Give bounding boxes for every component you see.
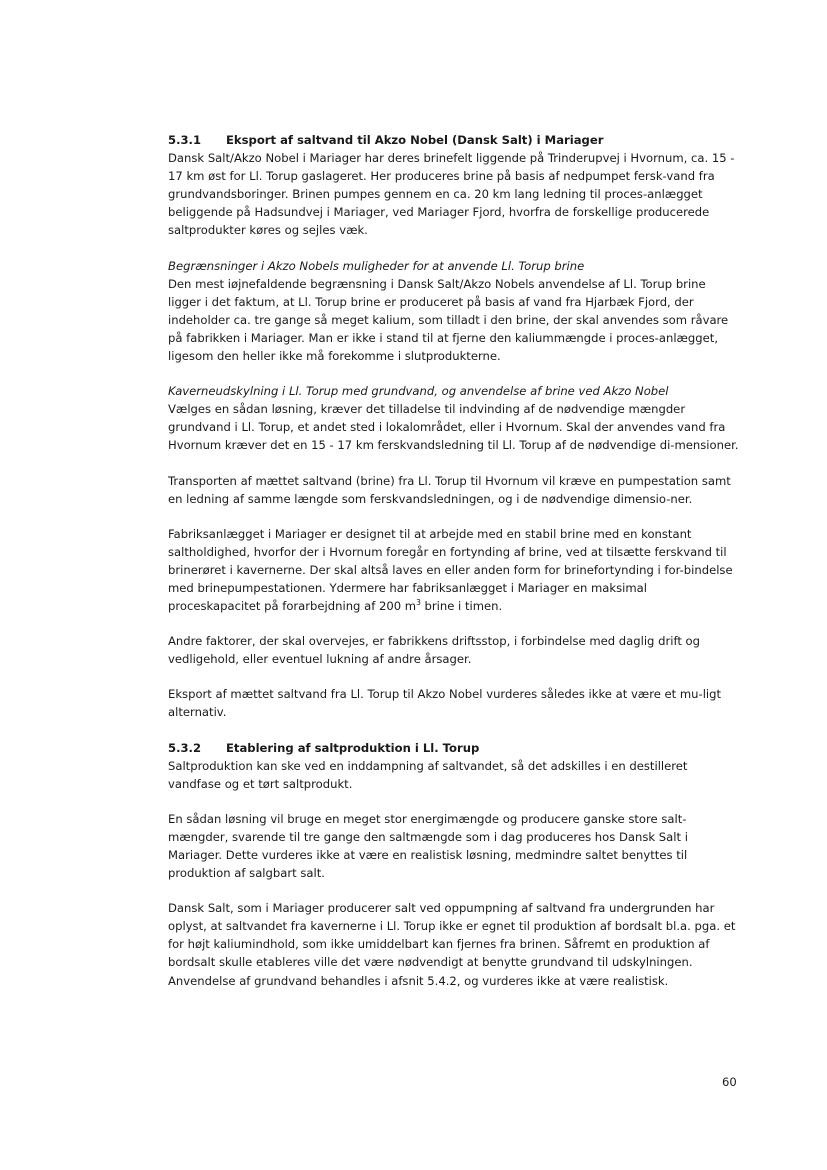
section-number: 5.3.2 (168, 740, 202, 755)
paragraph-factory (168, 525, 740, 615)
paragraph-energy: En sådan løsning vil bruge en meget stor energimængde og producere ganske store salt-mængder, svarende til tre gange den saltmængde som i dag produceres hos Dansk Salt i Mariager. Dette vurderes ikke at være en realistisk løsning, medmindre saltet benyttes til produktion af salgbart salt. (168, 811, 688, 881)
subsection-heading: Kaverneudskylning i Ll. Torup med grundvand, og anvendelse af brine ved Akzo Nobel (168, 384, 669, 399)
section-title: Eksport af saltvand til Akzo Nobel (Dansk Salt) i Mariager (226, 133, 604, 147)
section-heading-5-3-1 (168, 131, 740, 149)
paragraph-intro: Dansk Salt/Akzo Nobel i Mariager har deres brinefelt liggende på Trinderupvej i Hvornum, ca. 15 - 17 km øst for Ll. Torup gaslageret. Her produceres brine på basis af nedpumpet fersk-vand fra grundvandsboringer. Brinen pumpes gennem en ca. 20 km lang ledning til proces-anlægget beliggende på Hadsundvej i Mariager, ved Mariager Fjord, hvorfra de forskellige producerede saltprodukter køres og sejles væk. (168, 151, 735, 238)
section-heading-5-3-2 (168, 739, 740, 757)
paragraph-factory-end: brine i timen. (420, 599, 503, 614)
paragraph-transport: Transporten af mættet saltvand (brine) fra Ll. Torup til Hvornum vil kræve en pumpestation samt en ledning af samme længde som ferskvandsledningen, og i de nødvendige dimensio-ner. (168, 473, 731, 506)
section-title: Etablering af saltproduktion i Ll. Torup (226, 740, 480, 755)
subsection-groundwater (168, 382, 740, 454)
paragraph-export-conclusion: Eksport af mættet saltvand fra Ll. Torup til Akzo Nobel vurderes således ikke at være et mu-ligt alternativ. (168, 687, 722, 720)
page-content (168, 131, 740, 990)
paragraph-dansk-salt: Dansk Salt, som i Mariager producerer salt ved oppumpning af saltvand fra undergrunden har oplyst, at saltvandet fra kavernerne i Ll. Torup ikke er egnet til produktion af bordsalt bl.a. pga. et for højt kaliumindhold, som ikke umiddelbart kan fjernes fra brinen. Såfremt en produktion af bordsalt skulle etableres ville det være nødvendigt at benytte grundvand til udskylningen. Anvendelse af grundvand behandles i afsnit 5.4.2, og vurderes ikke at være realistisk. (168, 901, 736, 988)
subsection-heading: Begrænsninger i Akzo Nobels muligheder for at anvende Ll. Torup brine (168, 258, 585, 273)
page-number: 60 (722, 1075, 737, 1089)
paragraph-other-factors: Andre faktorer, der skal overvejes, er fabrikkens driftsstop, i forbindelse med daglig drift og vedligehold, eller eventuel lukning af andre årsager. (168, 634, 701, 667)
superscript-3: 3 (416, 598, 421, 608)
section-number: 5.3.1 (168, 133, 202, 147)
paragraph-factory-text: Fabriksanlægget i Mariager er designet til at arbejde med en stabil brine med en konstant saltholdighed, hvorfor der i Hvornum foregår en fortynding af brine, ved at tilsætte ferskvand til brinerøret i kavernerne. Der skal altså laves en eller anden form for brinefortynding i for-bindelse med brinepumpestationen. Ydermere har fabriksanlægget i Mariager en maksimal proceskapacitet på forarbejdning af 200 m (168, 526, 733, 614)
paragraph-saltproduction: Saltproduktion kan ske ved en inddampning af saltvandet, så det adskilles i en destilleret vandfase og et tørt saltprodukt. (168, 758, 688, 791)
paragraph-limitations: Den mest iøjnefaldende begrænsning i Dansk Salt/Akzo Nobels anvendelse af Ll. Torup brine ligger i det faktum, at Ll. Torup brine er produceret på basis af vand fra Hjarbæk Fjord, der indeholder ca. tre gange så meget kalium, som tilladt i den brine, der skal anvendes som råvare på fabrikken i Mariager. Man er ikke i stand til at fjerne den kaliummængde i proces-anlægget, ligesom den heller ikke må forekomme i slutprodukterne. (168, 276, 729, 364)
subsection-limitations (168, 257, 740, 366)
paragraph-groundwater: Vælges en sådan løsning, kræver det tilladelse til indvinding af de nødvendige mængder grundvand i Ll. Torup, et andet sted i lokalområdet, eller i Hvornum. Skal der anvendes vand fra Hvornum kræver det en 15 - 17 km ferskvandsledning til Ll. Torup af de nødvendige di-mensioner. (168, 402, 739, 453)
